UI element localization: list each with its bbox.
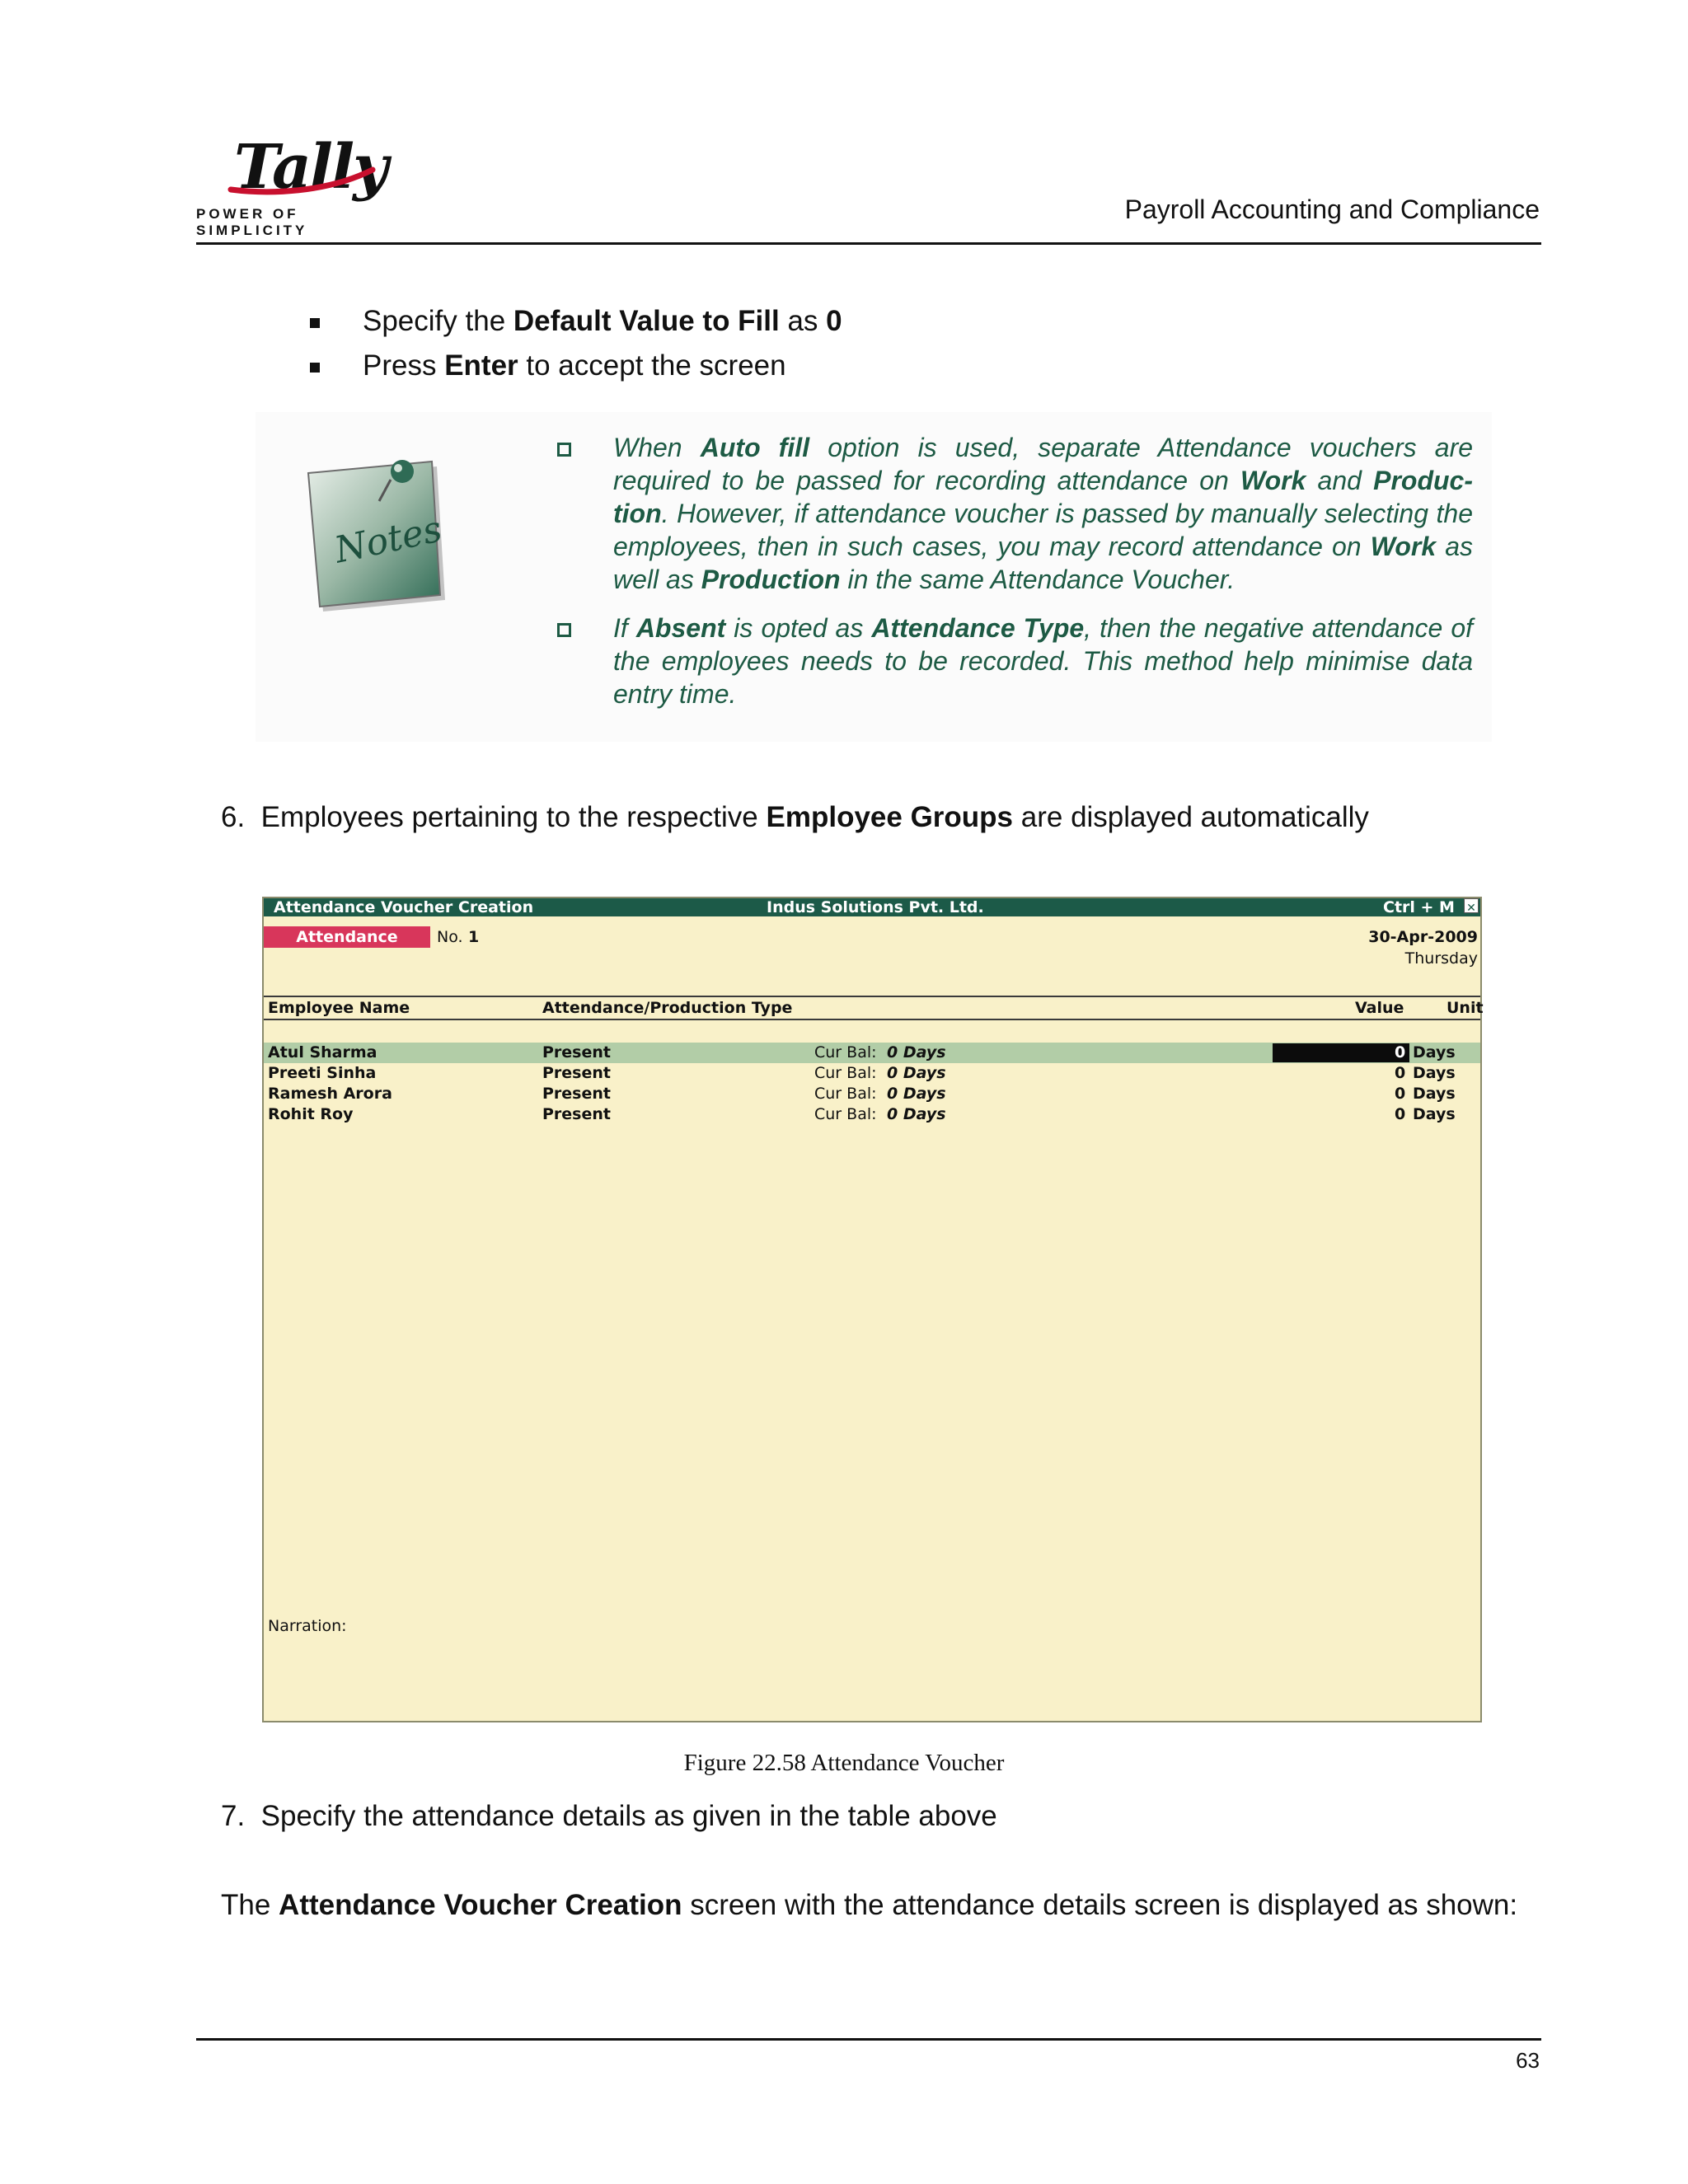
close-icon[interactable]: ✕ — [1464, 898, 1479, 913]
col-employee-name: Employee Name — [268, 999, 410, 1017]
notes-icon-label: Notes — [331, 508, 446, 572]
bullet-square-icon — [310, 318, 320, 328]
logo-wordmark: Tally — [234, 132, 387, 203]
cur-bal-label: Cur Bal: — [814, 1085, 877, 1103]
cur-bal-value: 0 Days — [887, 1085, 946, 1103]
header-bottom-line — [264, 1019, 1480, 1020]
note-bullet-icon — [557, 623, 571, 637]
header-top-line — [264, 996, 1480, 997]
attendance-value[interactable]: 0 — [1395, 1043, 1406, 1062]
window-title: Attendance Voucher Creation — [274, 898, 534, 916]
tally-logo — [195, 132, 392, 238]
table-row[interactable] — [264, 1105, 1480, 1126]
cur-bal-value: 0 Days — [887, 1105, 946, 1123]
bullet-square-icon — [310, 363, 320, 373]
attendance-voucher-window — [262, 897, 1482, 1722]
employee-name: Atul Sharma — [268, 1043, 377, 1062]
attendance-unit: Days — [1413, 1105, 1456, 1123]
table-row[interactable] — [264, 1064, 1480, 1085]
voucher-type-badge: Attendance — [264, 926, 430, 948]
table-row[interactable] — [264, 1085, 1480, 1105]
voucher-no-label: No. — [437, 928, 463, 946]
cur-bal-label: Cur Bal: — [814, 1064, 877, 1082]
logo-tagline: POWER OF SIMPLICITY — [196, 206, 308, 238]
note-auto-fill: When Auto fill option is used, separate Attendance vouchers are required to be passed for recording attendance on Work and Produc-tion. However, if attendance voucher is passed by manually selecting the employees, then in such cases, you may record attendance on Work as well as Production in the same Attendance Voucher. — [574, 431, 1473, 596]
attendance-type[interactable]: Present — [542, 1105, 611, 1123]
attendance-type[interactable]: Present — [542, 1085, 611, 1103]
company-name: Indus Solutions Pvt. Ltd. — [767, 898, 984, 916]
col-value: Value — [1355, 999, 1404, 1017]
voucher-date[interactable]: 30-Apr-2009 — [1368, 928, 1478, 946]
attendance-unit: Days — [1413, 1064, 1456, 1082]
attendance-value[interactable]: 0 — [1395, 1064, 1406, 1082]
logo-swoosh-icon — [227, 165, 376, 198]
chapter-title: Payroll Accounting and Compliance — [1124, 194, 1540, 224]
header-rule — [196, 242, 1541, 245]
note-absent: If Absent is opted as Attendance Type, then the negative attendance of the employees needs to be recorded. This method help minimise data entry time. — [574, 612, 1473, 719]
cur-bal-value: 0 Days — [887, 1043, 946, 1062]
attendance-type[interactable]: Present — [542, 1064, 611, 1082]
employee-name: Preeti Sinha — [268, 1064, 377, 1082]
attendance-value[interactable]: 0 — [1395, 1085, 1406, 1103]
attendance-type[interactable]: Present — [542, 1043, 611, 1062]
footer-rule — [196, 2038, 1541, 2041]
cur-bal-label: Cur Bal: — [814, 1105, 877, 1123]
attendance-unit: Days — [1413, 1085, 1456, 1103]
closing-paragraph: The Attendance Voucher Creation screen with the attendance details screen is displayed as shown: — [221, 1889, 1518, 1921]
narration-input[interactable] — [363, 1612, 1467, 1637]
figure-caption: Figure 22.58 Attendance Voucher — [683, 1750, 1005, 1776]
col-unit: Unit — [1447, 999, 1484, 1017]
col-attendance-type: Attendance/Production Type — [542, 999, 793, 1017]
step-7: 7. Specify the attendance details as given in the table above — [221, 1800, 997, 1832]
narration-label: Narration: — [268, 1617, 347, 1635]
employee-name: Rohit Roy — [268, 1105, 354, 1123]
note-bullet-icon — [557, 443, 571, 457]
shortcut-hint: Ctrl + M — [1383, 898, 1455, 916]
employee-name: Ramesh Arora — [268, 1085, 392, 1103]
window-titlebar — [264, 898, 1480, 916]
table-row[interactable] — [264, 1043, 1480, 1064]
attendance-unit: Days — [1413, 1043, 1456, 1062]
step-6: 6. Employees pertaining to the respective Employee Groups are displayed automatically — [221, 801, 1369, 833]
voucher-day: Thursday — [1404, 949, 1478, 968]
cur-bal-value: 0 Days — [887, 1064, 946, 1082]
attendance-value[interactable]: 0 — [1395, 1105, 1406, 1123]
cur-bal-label: Cur Bal: — [814, 1043, 877, 1062]
voucher-no-value[interactable]: 1 — [468, 928, 480, 946]
notes-icon — [305, 453, 453, 618]
page-number: 63 — [1516, 2048, 1540, 2073]
